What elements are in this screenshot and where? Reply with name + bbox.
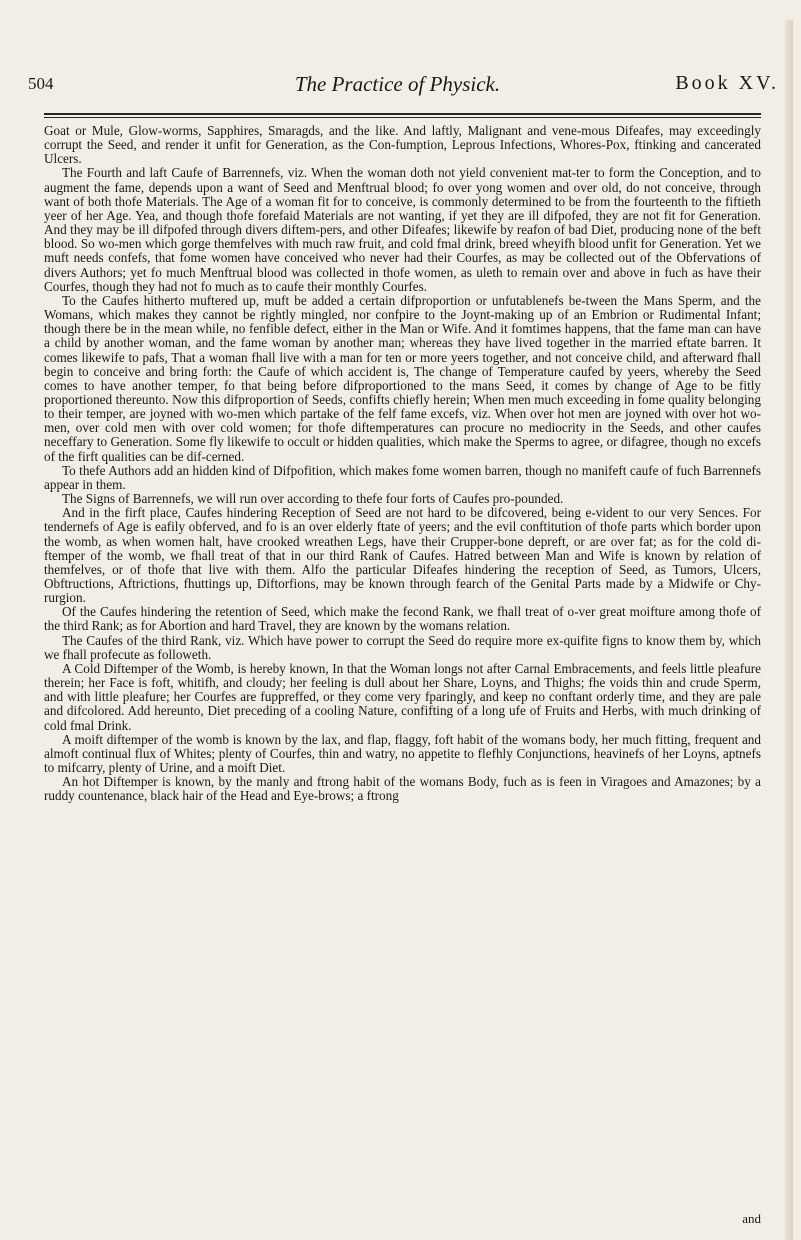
running-header [16, 60, 779, 104]
book-label: Book XV. [675, 72, 779, 94]
body-text [44, 124, 761, 804]
paragraph: Goat or Mule, Glow-worms, Sapphires, Smaragds, and the like. And laftly, Malignant and vene-mous Difeafes, may exceedingly corrupt the Seed, and render it unfit for Generation, as the Con-fumption, Leprous Infections, Whores-Pox, ftinking and cancerated Ulcers. [44, 123, 761, 167]
paragraph: Of the Caufes hindering the retention of Seed, which make the fecond Rank, we fhall treat of o-ver great moifture among thofe of the third Rank; as for Abortion and hard Travel, they are known by the womans relation. [44, 604, 761, 634]
paragraph: The Fourth and laft Caufe of Barrennefs, viz. When the woman doth not yield convenient mat-ter to form the Conception, and to augment the fame, depends upon a want of Seed and Menftrual blood; fo over yong women and over old, do not conceive, through want of both thofe Materials. The Age of a woman fit for to conceive, is commonly determined to be from the fourteenth to the fiftieth yeer of her Age. Yea, and though thofe forefaid Materials are not wanting, if yet they are ill difpofed, they are not fit for Generation. And they may be ill difpofed through divers diftem-pers, and other Difeafes; likewife by reafon of bad Diet, producing none of the beft blood. So wo-men which gorge themfelves with much raw fruit, and cold fmal drink, breed wheyifh blood unfit for Generation. Yet we muft needs confefs, that fome women have conceived who never had their Courfes, as may be collected out of the Obfervations of divers Authors; yet fo much Menftrual blood was collected in thofe women, as uleth to remain over and above in fuch as have their Courfes, though they had not fo much as to caufe their monthly Courfes. [44, 165, 761, 294]
page-number: 504 [28, 74, 54, 93]
paragraph: The Caufes of the third Rank, viz. Which have power to corrupt the Seed do require more ex-quifite figns to know them by, which we fhall profecute as followeth. [44, 632, 761, 662]
paragraph: To thefe Authors add an hidden kind of Difpofition, which makes fome women barren, though no manifeft caufe of fuch Barrennefs appear in them. [44, 462, 761, 492]
header-rule-thin [44, 117, 761, 118]
paragraph: The Signs of Barrennefs, we will run over according to thefe four forts of Caufes pro-pounded. [62, 491, 564, 507]
paragraph: And in the firft place, Caufes hindering Reception of Seed are not hard to be difcovered, being e-vident to our very Sences. For tendernefs of Age is eafily obferved, and fo is an over elderly ftate of yeers; and the evil conftitution of thofe parts which border upon the womb, as when women halt, have crooked wreathen Legs, have their Crupper-bone depreft, or are over fat; as for the cold di-ftemper of the womb, we fhall treat of that in our third Rank of Caufes. Hatred between Man and Wife is known by relation of themfelves, or of thofe that live with them. Alfo the particular Difeafes hindering the reception of Seed, as Tumors, Ulcers, Obftructions, Aftrictions, fhuttings up, Diftorfions, may be known through fearch of the Genital Parts made by a Midwife or Chy-rurgion. [44, 505, 761, 606]
page-edge-shadow [785, 20, 793, 1240]
catchword: and [742, 1211, 761, 1226]
running-title: The Practice of Physick. [294, 72, 501, 96]
paragraph: To the Caufes hitherto muftered up, muft be added a certain difproportion or unfutablenefs be-tween the Mans Sperm, and the Womans, which makes they cannot be rightly mingled, nor confpire to the Joynt-making up of an Embrion or Rudimental Infant; though there be in the mean while, no fenfible defect, either in the Man or Wife. And it fomtimes happens, that the fame man can have a child by another woman, and the fame woman by another man; whereas they have lived together in the married eftate barren. It comes likewife to pafs, That a woman fhall live with a man for ten or more yeers together, and not conceive child, and afterward fhall begin to conceive and bring forth: the Caufe of which accident is, The change of Temperature caufed by yeers, whereby the Seed comes to have another temper, fo that being before difproportioned to the mans Seed, it comes by change of Age to be fitly proportioned thereunto. Now this difproportion of Seeds, confifts chiefly herein; When men much exceeding in fome quality belonging to their temper, are joyned with wo-men which partake of the felf fame excefs, viz. When over hot men are joyned with over hot wo-men, over cold men with over cold women; for thofe diftemperatures can procure no mediocrity in the Seeds, and other caufes neceffary to Generation. Some fly likewife to occult or hidden qualities, which make the Sperms to agree, or difagree, though no excefs of the firft qualities can be dif-cerned. [44, 292, 761, 464]
paragraph: A Cold Diftemper of the Womb, is hereby known, In that the Woman longs not after Carnal Embracements, and feels little pleafure therein; her Face is foft, whitifh, and cloudy; her feeling is dull about her Share, Loyns, and Thighs; fhe voids thin and crude Sperm, and with little pleafure; her Courfes are fuppreffed, or they come very fparingly, and keep no conftant orderly time, and they are pale and difcolored. Add hereunto, Diet preceding of a cooling Nature, confifting of a long ufe of Fruits and Herbs, with much drinking of cold fmal Drink. [44, 660, 761, 733]
paragraph: A moift diftemper of the womb is known by the lax, and flap, flaggy, foft habit of the womans body, her much fitting, frequent and almoft continual flux of Whites; plenty of Courfes, thin and watry, no appetite to flefhly Conjunctions, heavinefs of her Loyns, aptnefs to mifcarry, plenty of Urine, and a moift Diet. [44, 731, 761, 776]
paragraph: An hot Diftemper is known, by the manly and ftrong habit of the womans Body, fuch as is feen in Viragoes and Amazones; by a ruddy countenance, black hair of the Head and Eye-brows; a ftrong [44, 774, 761, 804]
header-rule [44, 113, 761, 115]
